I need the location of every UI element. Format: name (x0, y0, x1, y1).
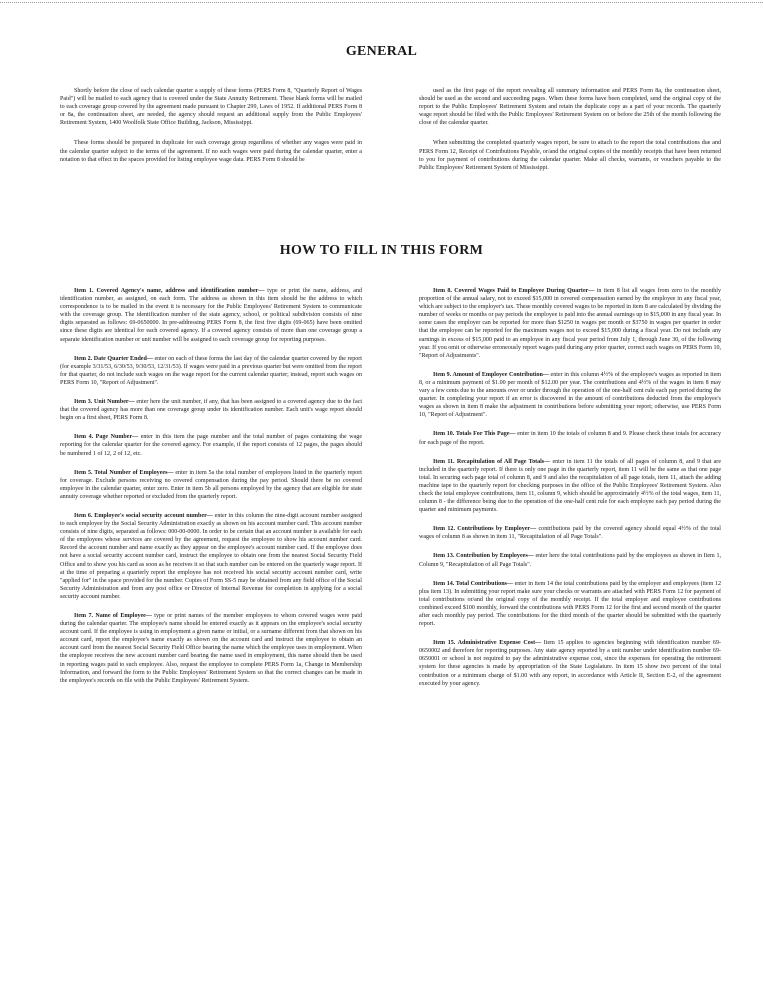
item-text: enter in this item the page number and the total number of pages containing the wage reporting for the calendar quarter for the covered agency. For example, if the report consists of 12 pages, the pages should be numbered 1 of 12, 2 of 12, etc. (60, 434, 362, 457)
general-right-column (419, 87, 721, 184)
item-label: Item 7. Name of Employee— (74, 613, 152, 619)
instruction-item (419, 580, 721, 629)
item-text: enter here the unit number, if any, that has been assigned to a covered agency due to the fact that the covered agency has more than one coverage group under its identification number. Each unit's wage report should begin on a first sheet, PERS Form 8. (60, 399, 362, 422)
item-text: enter in item 11 the totals of all pages of column 8, and 9 that are included in the quarterly report. If there is only one page in the quarterly report, item 11 will be the same as that one page total. In securing each page total of column 8, and 9 and also the recapitulation of all page totals, item 11, attach the adding machine tape to the quarterly report for checking purposes in the office of the Public Employees' Retirement System. Also check the total employee contributions, item 11, column 9, which should be approximately 4½% of the total wages, item 11, column 8 - the difference being due to the operation of the one-half cent rule for each employee each pay period during the quarter and minimum payments. (419, 458, 722, 514)
item-label: Item 13. Contribution by Employees— (433, 553, 534, 560)
item-text: in item 8 list all wages from zero to the monthly proportion of the annual salary, not to exceed $15,000 in covered compensation earned by the employee in any fiscal year, which are subject to the employer's tax. These monthly covered wages to be reported in item 8 are calculated by dividing the number of weeks or months or pay periods the employee is paid into the annual earnings up to $15,000 in any fiscal year. In some cases the employer can be reported for more than $1250 in wages per month or $3750 in wages per quarter in order that the employee can be reported for the maximum wages not to exceed $15,000 during a fiscal year. Do not include any earnings in excess of $15,000 paid to an employee in any fiscal year period from July 1, through June 30, of the following year. If you omit or otherwise erroneously report wages paid during any prior quarter, correct such wages on PERS Form 10, "Report of Adjustments". (419, 288, 722, 359)
item-label: Item 3. Unit Number— (74, 399, 135, 406)
general-paragraph-3: used as the first page of the report revealing all summary information and PERS Form 8a, the continuation sheet, should be used as the second and succeeding pages. When these forms have been completed, send the original copy of the report to the Public Employees' Retirement System and retain the duplicate copy as a part of your records. The quarterly wage report should be filed with the Public Employees' Retirement System on or before the 25th of the month following the close of the calendar quarter. (419, 88, 721, 127)
instruction-item (419, 430, 721, 446)
instruction-item (60, 355, 362, 387)
item-label: Item 4. Page Number— (74, 434, 139, 441)
instruction-item (419, 525, 721, 541)
general-paragraph-4: When submitting the completed quarterly wages report, be sure to attach to the report the total contributions due and PERS Form 12, Receipt of Contributions Payable, or/and the original copies of the monthly receipts that have been returned to you for payment of contributions during the calendar quarter. Make all checks, warrants, or vouchers payable to the Public Employees' Retirement System of Mississippi. (419, 140, 721, 171)
item-label: Item 12. Contributions by Employer— (433, 526, 537, 533)
general-heading: GENERAL (345, 44, 418, 59)
item-text: enter in item 10 the totals of column 8 and 9. Please check these totals for accuracy for each page of the report. (419, 431, 721, 446)
item-label: Item 1. Covered Agency's name, address and identification number— (74, 288, 265, 294)
item-text: enter in item 14 the total contributions paid by the employer and employees (item 12 plus item 13). In submitting your report make sure your checks or warrants are attached with PERS Form 12 for payment of total contributions or/and the original copy of the monthly receipt. If the total employer and employee contributions combined exceed $100 monthly, forward the contributions with PERS Form 12 for the first and second month of the quarter after each monthly pay period. The contributions for the third month of the quarter should be submitted with the quarterly report. (419, 580, 721, 628)
general-paragraph-2: These forms should be prepared in duplicate for each coverage group regardless of whether any wages were paid in the calendar quarter subject to the terms of the agreement. If no such wages were paid during the calendar quarter, enter a notation to that effect in the spaces provided for listing employee wage data. PERS Form 8 should be (60, 140, 362, 163)
item-text: enter in item 5a the total number of employees listed in the quarterly report for coverage. Exclude persons receiving no covered compensation during the pay period. Should there be no covered employee in the calendar quarter, enter zero. Enter in item 5b all persons employed by the agency that are eligible for state annuity coverage whether reported or excluded from the quarterly report. (60, 469, 362, 500)
item-text: enter in this column the nine-digit account number assigned to each employee by the Social Security Administration exactly as shown on his account number card. This account number consists of nine digits, separated as follows: 000-00-0000. In order to be certain that an account number is available for each of the employees whose services are covered by the agreement, request the employee to show his account number card. Record the account number and name exactly as they appear on the employee's account number card. If the employee does not have a social security account number card, instruct the employee to obtain one from the nearest Social Security Field Office and to show you his card as soon as he receives it so that such number can be entered on the quarterly wage report. If at the time of preparing a quarterly report the employee has not received his social security account number card, write "applied for" in the space provided for the number. Copies of Form SS-5 may be obtained from any field office of the Social Security Administration and from any post office or Director of Internal Revenue for completion in applying for a social security account number. (60, 512, 362, 600)
instruction-item (419, 458, 721, 515)
instruction-item (60, 433, 362, 457)
item-label: Item 9. Amount of Employee Contribution— (433, 371, 549, 378)
item-text: contributions paid by the covered agency should equal 4½% of the total wages of column 8 as shown in item 11, "Recapitulation of all Page Totals". (419, 526, 721, 541)
item-label: Item 8. Covered Wages Paid to Employee During Quarter— (433, 288, 595, 294)
item-label: Item 11. Recapitulation of All Page Totals— (433, 458, 551, 465)
general-paragraph-1: Shortly before the close of each calendar quarter a supply of these forms (PERS Form 8, "Quarterly Report of Wages Paid") will be mailed to each agency that is covered under the State Annuity Retirement. These blank forms will be mailed to each coverage group covered by the agreement made pursuant to Chapter 299, Laws of 1952. If additional PERS Form 8 or 8a, the continuation sheet, are needed, the agency should request an additional supply from the Public Employees' Retirement System, 1400 Woolfolk State Office Building, Jackson, Mississippi. (60, 88, 362, 127)
instruction-item (419, 552, 721, 568)
instruction-item (419, 287, 721, 360)
instruction-item (60, 512, 362, 601)
instruction-item (60, 612, 362, 685)
item-text: enter here the total contributions paid by the employees as shown in Item 1, Column 9, "Recapitulation of all Page Totals". (419, 553, 721, 568)
general-left-column (60, 87, 362, 176)
item-text: type or print the name, address, and identification number, as assigned, on each form. The address as shown in this item should be the address to which correspondence is to be mailed in the event it is necessary for the Public Employees' Retirement System to communicate with the coverage group. The identification number of the state agency, school, or political subdivision consists of nine digits separated as follows: 69-0650000. In pre-addressing PERS Form 8, the first five digits (69-065) have been omitted since these digits are identical for each covered agency. If a covered agency consists of more than one coverage group a separate identification number or unit number will be assigned to each coverage group for reporting purposes. (60, 288, 362, 343)
instruction-item (419, 371, 721, 420)
item-text: enter in this column 4½% of the employee's wages as reported in item 8, or a minimum payment of $1.00 per month of $12.00 per year. The contributions and 4½% of the wages in item 8 may vary a few cents due to the amounts over or under through the operation of the one-half cent rule each pay period during the quarter. In completing your report if an error is discovered in the amount of contributions deducted from the employee's wages as shown in item 8 make the adjustment in contributions before submitting your report; otherwise, use PERS Form 10, "Report of Adjustment". (419, 371, 721, 419)
instruction-item (60, 287, 362, 344)
top-edge-rule (0, 2, 763, 3)
instruction-item (60, 398, 362, 422)
item-label: Item 14. Total Contributions— (433, 580, 513, 587)
item-label: Item 2. Date Quarter Ended— (74, 355, 153, 362)
item-text: enter on each of these forms the last day of the calendar quarter covered by the report (for example 3/31/53, 6/30/53, 9/30/53, 12/31/53). If wages were paid in a previous quarter but were omitted from the report for that quarter, do not include such wages on the wage report for the current calendar quarter; instead, report such wages on PERS Form 10, "Report of Adjustment". (60, 355, 362, 386)
item-label: Item 10. Totals For This Page— (433, 431, 516, 438)
item-label: Item 6. Employee's social security account number— (74, 512, 213, 519)
instruction-item (419, 639, 721, 688)
item-label: Item 5. Total Number of Employees— (74, 469, 174, 476)
item-text: Item 15 applies to agencies beginning with identification number 69-0650002 and therefore for reporting purposes. Any state agency reported by a unit number under identification number 69-0650001 or school is not required to pay the administrative expense cost, since the expenses for operating the retirement system for these agencies is made by appropriation of the State Legislature. In item 15 show two percent of the total contribution or a minimum charge of $1.00 with any report, in accordance with Article II, Section E-2, of the agreement executed by your agency. (419, 640, 721, 687)
howto-left-column (60, 287, 362, 696)
item-text: type or print names of the member employees to whom covered wages were paid during the calendar quarter. The employee's name should be entered exactly as it appears on the employee's social security account card. If the employee is using in employment a given name or initial, or a surname different from that shown on his account card, report the employee's name exactly as shown on the account card and instruct the employee to obtain an account card from the nearest Social Security Field Office bearing the name which the employee uses in employment. When the employee receives the new account number card bearing the name used in employment, this name should then be used in reporting wages paid to such employee. Also, request the employee to complete PERS Form 1a, Change in Membership Information, and forward the form to the Public Employees' Retirement System so that the correct changes can be made in the employee's records on file with the Public Employees' Retirement System. (60, 613, 362, 684)
howto-right-column (419, 287, 721, 699)
instruction-item (60, 469, 362, 501)
item-label: Item 15. Administrative Expense Cost— (433, 640, 542, 647)
howto-heading: HOW TO FILL IN THIS FORM (279, 243, 484, 258)
